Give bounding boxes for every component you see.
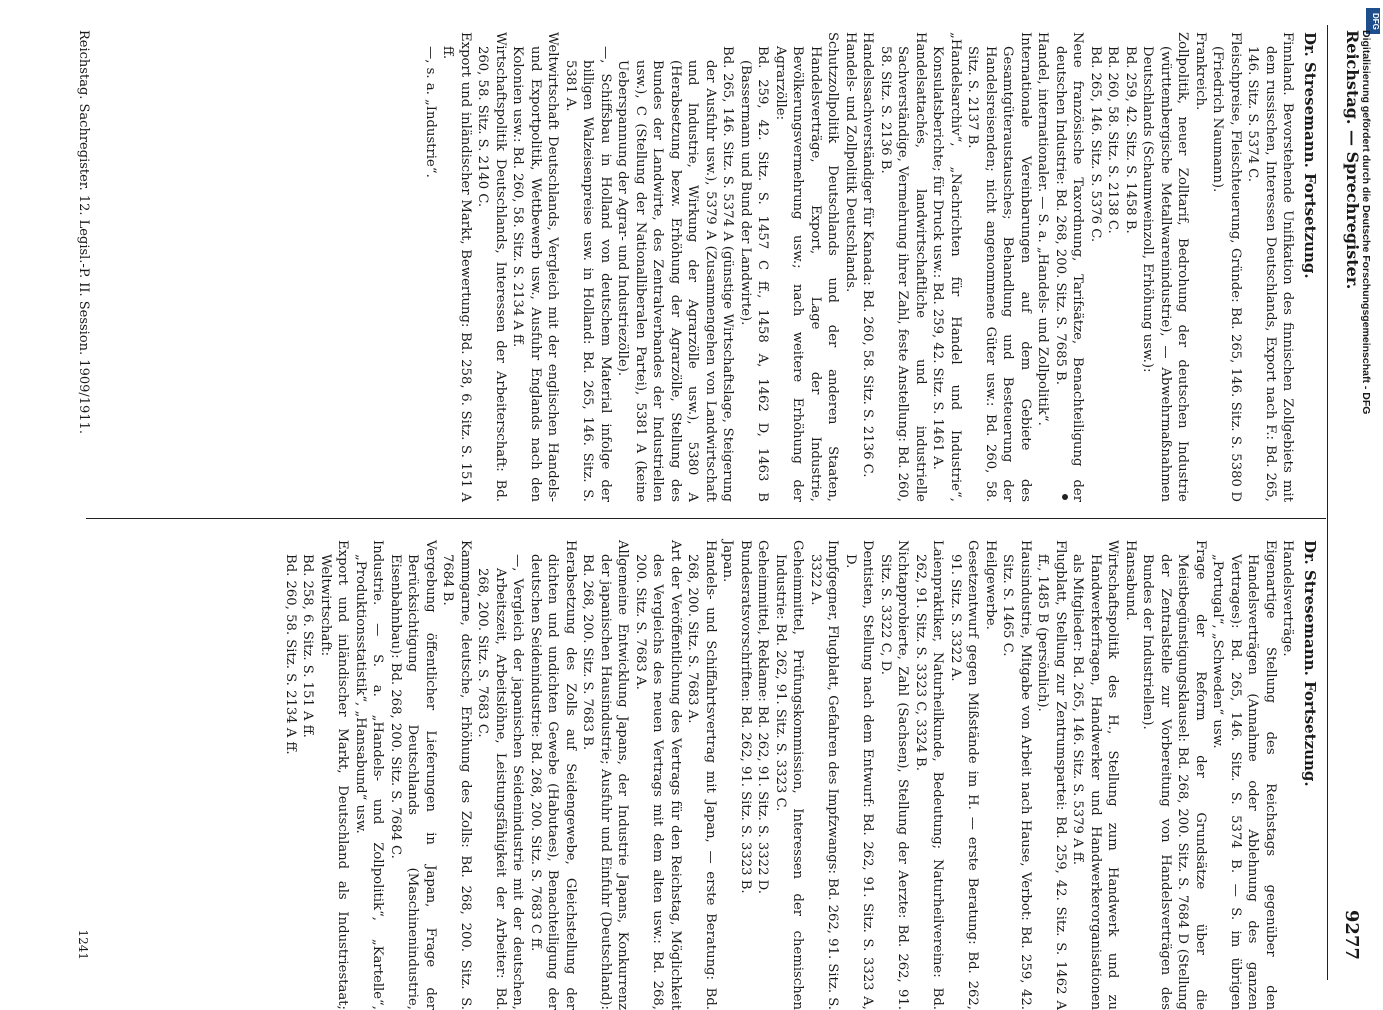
page-number: 9277 <box>1341 909 1362 960</box>
index-entry: Nichtapprobierte, Zahl (Sachsen), Stellung der Aerzte: Bd. 262, 91. Sitz. S. 3322 C, D. <box>878 540 911 1010</box>
index-entry: Wirtschaftspolitik des H., Stellung zum Handwerk und zu Handwerkerfragen, Handwerker und Handwerkerorganisationen als Mitglieder: Bd. 265, 146. Sitz. S. 5379 A ff. <box>1070 540 1121 1010</box>
index-entry: Vergebung öffentlicher Lieferungen in Japan, Frage der Berücksichtigung Deutschlands (Maschinenindustrie, Eisenbahnbau): Bd. 268, 200. Sitz. S. 7684 C. <box>388 540 438 1010</box>
index-entry: Heilgewerbe. <box>983 540 998 630</box>
index-entry: Bundesratsvorschriften: Bd. 262, 91. Sitz. S. 3323 B. <box>738 540 753 894</box>
signature-mark: 1241 <box>76 929 90 960</box>
index-entry: Flugblatt, Stellung zur Zentrumspartei: Bd. 259, 42. Sitz. S. 1462 A ff., 1485 B (persönlich). <box>1035 540 1068 1010</box>
index-entry: Dentisten, Stellung nach dem Entwurf: Bd. 262, 91. Sitz. S. 3323 A, D. <box>843 540 876 1010</box>
dfg-logo: DFG <box>1366 8 1380 34</box>
index-entry: Handel, internationaler. — S. a. „Handels- und Zollpolitik“. <box>1035 32 1051 426</box>
index-entry: Hansabund. <box>1123 540 1138 621</box>
index-entry: Bd. 265, 146. Sitz. S. 5376 C. <box>1088 46 1103 243</box>
left-column <box>422 32 1319 502</box>
scan-dot <box>1062 494 1068 500</box>
index-entry: Handelsverträge. <box>1280 540 1296 657</box>
index-entry: Wirtschaftspolitik Deutschlands, Interessen der Arbeiterschaft: Bd. 260, 58. Sitz. S. 2140 C. <box>475 32 508 502</box>
index-entry: Handels- und Schiffahrtsvertrag mit Japan, — erste Beratung: Bd. 268, 200. Sitz. S. 7683 A. <box>685 540 718 1010</box>
index-entry: Herabsetzung des Zolls auf Seidengewebe, Gleichstellung der dichten und undichten Gewebe (Habutaes), Benachteiligung der deutschen Seidenindustrie: Bd. 268, 200. Sitz. S. 7683 C ff. <box>528 540 578 1010</box>
index-entry: Frage der Reform der Grundsätze über die Meistbegünstigungsklausel: Bd. 268, 200. Sitz. S. 7684 D (Stellung der Zentralstelle zur Vorbereitung von Handelsverträgen des Bundes der Industriellen). <box>1140 540 1208 1010</box>
side-note <box>1345 30 1375 970</box>
index-entry: Art der Veröffentlichung des Vertrags für den Reichstag, Möglichkeit des Vergleichs des neuen Vertrags mit dem alten usw.: Bd. 268, 200. Sitz. S. 7683 A. <box>633 540 683 1010</box>
index-entry: Weltwirtschaft Deutschlands, Vergleich mit der englischen Handels- und Exportpolitik, Wettbewerb usw., Ausfuhr Englands nach den Kolonien usw.: Bd. 260, 58. Sitz. S. 2134 A ff. <box>510 32 561 502</box>
index-entry: Frankreich. <box>1193 32 1208 111</box>
index-entry: Gesetzentwurf gegen Mißstände im H. — erste Beratung: Bd. 262, 91. Sitz. S. 3322 A. <box>948 540 981 1010</box>
index-entry: —, Vergleich der japanischen Seidenindustrie mit der deutschen, Arbeitszeit, Arbeitslöhne, Leistungsfähigkeit der Arbeiter: Bd. 268, 200. Sitz. S. 7683 C. <box>475 554 526 1010</box>
index-entry: Export und inländischer Markt, Bewertung: Bd. 258, 6. Sitz. S. 151 A ff. <box>440 32 473 502</box>
index-entry: Zollpolitik, neuer Zolltarif, Bedrohung der deutschen Industrie (württembergische Metallwarenindustrie), — Abwehrmaßnahmen Deutschlands (Schaumweinzoll, Erhöhung usw.): <box>1140 32 1191 502</box>
index-entry: Bd. 259, 42. Sitz. S. 1458 B. <box>1123 46 1138 234</box>
index-entry: —, Schiffsbau in Holland von deutschem Material infolge der billigen Walzeisenpreise usw. in Holland: Bd. 265, 146. Sitz. S. 5381 A. <box>563 46 613 502</box>
index-entry: Finnland. Bevorstehende Unifikation des finnischen Zollgebiets mit dem russischen, Interessen Deutschlands, Export nach F.: Bd. 265, 146. Sitz. S. 5374 C. <box>1245 32 1296 502</box>
column-divider <box>86 518 1326 519</box>
index-entry: Laienpraktiker, Naturheilkunde, Bedeutung; Naturheilvereine: Bd. 262, 91. Sitz. S. 3323 C, 3324 B. <box>913 540 946 1010</box>
index-entry: Internationale Vereinbarungen auf dem Gebiete des Gesamtgüteraustausches; Behandlung und Besteuerung der Handelsreisenden; nicht angenommene Güter usw.: Bd. 260, 58. Sitz. S. 2137 B. <box>965 32 1033 502</box>
index-entry: Bd. 258, 6. Sitz. S. 151 A ff. <box>300 554 316 738</box>
index-entry: „Handelsarchiv“, „Nachrichten für Handel und Industrie“, Konsulatsberichte; für Druck usw.: Bd. 259, 42. Sitz. S. 1461 A. <box>930 32 963 502</box>
index-entry: Export und inländischer Markt, Deutschland als Industriestaat; Weltwirtschaft: <box>318 540 351 1010</box>
index-entry: Eigenartige Stellung des Reichstags gegenüber den Handelsverträgen (Annahme oder Ablehnung des ganzen Vertrages): Bd. 265, 146. Sitz. S. 5374 B. — S. im übrigen „Portugal“, „Schweden“ usw. <box>1210 540 1278 1010</box>
index-entry: Hausindustrie, Mitgabe von Arbeit nach Hause, Verbot: Bd. 259, 42. Sitz. S. 1465 C. <box>1000 540 1033 1010</box>
index-entry: Japan. <box>720 540 736 583</box>
index-entry: Neue französische Taxordnung, Tarifsätze, Benachteiligung der deutschen Industrie: Bd. 268, 200. Sitz. S. 7685 B. <box>1053 32 1086 502</box>
index-entry: Kammgarne, deutsche, Erhöhung des Zolls: Bd. 268, 200. Sitz. S. 7684 B. <box>440 540 473 1010</box>
index-entry: Handelsattachés, landwirtschaftliche und industrielle Sachverständige, Vermehrung ihrer Zahl, feste Anstellung: Bd. 260, 58. Sitz. S. 2136 B. <box>878 32 928 502</box>
running-head: Reichstag. — Sprechregister. <box>1343 30 1362 290</box>
right-column <box>282 540 1319 1010</box>
index-entry: Fleischpreise, Fleischteuerung, Gründe: Bd. 265, 146. Sitz. S. 5380 D (Friedrich Naumann). <box>1210 32 1243 502</box>
index-entry: Bd. 260, 58. Sitz. S. 2138 C. <box>1105 46 1121 234</box>
header-rule <box>1327 25 1328 980</box>
index-entry: Handelssachverständiger für Kanada: Bd. 260, 58. Sitz. S. 2136 C. <box>860 32 876 478</box>
index-entry: Industrie. — S. a. „Handels- und Zollpolitik“, „Kartelle“, „Produktionsstatistik“, „Hansabund“ usw. <box>353 540 386 1010</box>
side-note-text: Digitalisierung gefördert durch die Deutsche Forschungsgemeinschaft - DFG <box>1360 30 1372 415</box>
index-entry: Geheimmittel, Prüfungskommission, Interessen der chemischen Industrie: Bd. 262, 91. Sitz. S. 3323 C. <box>773 540 806 1010</box>
column-title: Dr. Stresemann. Fortsetzung. <box>1301 540 1319 787</box>
index-entry: Bd. 259, 42. Sitz. S. 1457 C ff., 1458 A, 1462 D, 1463 B (Bassermann und Bund der Landwirte). <box>738 46 771 502</box>
index-entry: Schutzzollpolitik Deutschlands und der anderen Staaten, Handelsverträge, Export, Lage der Industrie, Bevölkerungsvermehrung usw.; nach weitere Erhöhung der Agrarzölle: <box>773 32 841 502</box>
index-entry: Bd. 260, 58. Sitz. S. 2134 A ff. <box>283 554 298 755</box>
index-entry: Bd. 265, 146. Sitz. S. 5374 A (günstige Wirtschaftslage, Steigerung der Ausfuhr usw.), 5379 A (Zusammengehen von Landwirtschaft und Industrie, Wirkung der Agrarzölle usw.), 5380 A (Herabsetzung bezw. Erhöhung der Agrarzölle, Stellung des Bundes der Landwirte, des Zentralverbandes der Industriellen usw.), C (Stellung der Nationalliberalen Partei), 5381 A (keine Ueberspannung der Agrar- und Industriezölle). <box>615 46 736 502</box>
footer-text: Reichstag. Sachregister. 12. Legisl.-P. II. Session. 1909/1911. <box>76 30 91 434</box>
index-entry: Allgemeine Entwicklung Japans, der Industrie Japans, Konkurrenz der japanischen Hausindustrie; Ausfuhr und Einfuhr (Deutschland): Bd. 268, 200. Sitz. S. 7683 B. <box>580 540 631 1010</box>
column-title: Dr. Stresemann. Fortsetzung. <box>1301 32 1319 279</box>
index-entry: Geheimmittel, Reklame: Bd. 262, 91. Sitz. S. 3322 D. <box>755 540 771 894</box>
scanned-page <box>70 0 1370 1010</box>
index-entry: Impfgegner, Flugblatt, Gefahren des Impfzwangs: Bd. 262, 91. Sitz. S. 3322 A. <box>808 540 841 1010</box>
index-entry: —, s. a. „Industrie“. <box>423 46 438 178</box>
index-entry: Handels- und Zollpolitik Deutschlands. <box>843 32 858 293</box>
